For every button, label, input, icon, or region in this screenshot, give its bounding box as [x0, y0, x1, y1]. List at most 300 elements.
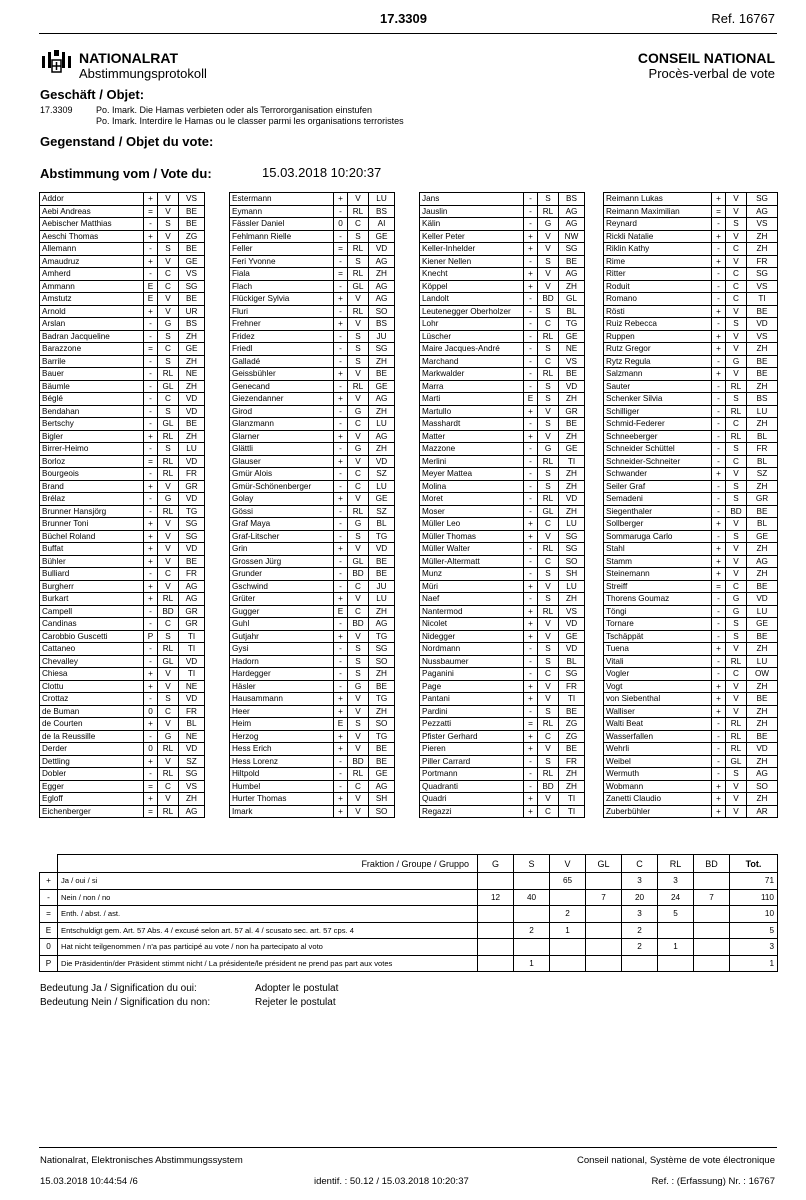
vote-row	[230, 618, 395, 631]
vote-value: -	[334, 568, 348, 581]
canton: SG	[179, 280, 205, 293]
canton: VS	[747, 280, 778, 293]
member-name: Pezzatti	[420, 718, 524, 731]
canton: ZG	[559, 730, 585, 743]
party-group: S	[726, 530, 747, 543]
vote-row	[420, 555, 585, 568]
canton: SG	[179, 518, 205, 531]
canton: NW	[559, 230, 585, 243]
member-name: Jauslin	[420, 205, 524, 218]
vote-value: +	[334, 793, 348, 806]
vote-row	[420, 693, 585, 706]
party-group: RL	[538, 718, 559, 731]
vote-value: -	[524, 293, 538, 306]
member-name: de la Reussille	[40, 730, 144, 743]
vote-value: -	[334, 505, 348, 518]
member-name: Walti Beat	[604, 718, 712, 731]
member-name: Allemann	[40, 243, 144, 256]
vote-value: -	[334, 468, 348, 481]
vote-value: -	[144, 355, 158, 368]
vote-value: -	[712, 355, 726, 368]
member-name: Borloz	[40, 455, 144, 468]
vote-value: -	[334, 343, 348, 356]
vote-value: -	[524, 505, 538, 518]
vote-row	[40, 193, 205, 206]
vote-row	[604, 205, 778, 218]
party-group: V	[348, 693, 369, 706]
member-name: Aebischer Matthias	[40, 218, 144, 231]
canton: AG	[369, 293, 395, 306]
party-group: V	[538, 693, 559, 706]
canton: VS	[747, 218, 778, 231]
results-symbol: E	[40, 922, 58, 939]
vote-value: E	[144, 280, 158, 293]
party-group: RL	[538, 493, 559, 506]
member-name: Schneider Schüttel	[604, 443, 712, 456]
results-count	[694, 906, 730, 923]
party-group: RL	[348, 268, 369, 281]
vote-row	[420, 293, 585, 306]
vote-value: -	[524, 593, 538, 606]
vote-row	[604, 293, 778, 306]
member-name: Brunner Toni	[40, 518, 144, 531]
vote-date-label: Abstimmung vom / Vote du:	[40, 166, 212, 181]
member-name: Aeschi Thomas	[40, 230, 144, 243]
results-count: 65	[550, 873, 586, 890]
vote-value: -	[144, 393, 158, 406]
results-count	[514, 906, 550, 923]
vote-row	[40, 380, 205, 393]
member-name: Semadeni	[604, 493, 712, 506]
party-group: S	[158, 330, 179, 343]
vote-row	[420, 243, 585, 256]
party-group: RL	[348, 768, 369, 781]
vote-row	[230, 580, 395, 593]
vote-value: -	[334, 555, 348, 568]
member-name: Brand	[40, 480, 144, 493]
party-group: C	[726, 243, 747, 256]
party-group: RL	[158, 805, 179, 818]
canton: ZH	[747, 680, 778, 693]
canton: ZH	[179, 380, 205, 393]
party-group: S	[348, 355, 369, 368]
results-count	[478, 955, 514, 972]
vote-row	[604, 455, 778, 468]
member-name: Ruiz Rebecca	[604, 318, 712, 331]
vote-value: +	[524, 605, 538, 618]
canton: BE	[559, 705, 585, 718]
canton: BE	[559, 743, 585, 756]
vote-row	[420, 280, 585, 293]
party-group: S	[348, 330, 369, 343]
party-group: S	[538, 380, 559, 393]
vote-row	[420, 380, 585, 393]
member-name: Glauser	[230, 455, 334, 468]
party-group: S	[158, 405, 179, 418]
canton: VD	[179, 655, 205, 668]
canton: BS	[369, 205, 395, 218]
results-count: 1	[550, 922, 586, 939]
vote-value: +	[144, 668, 158, 681]
party-group: RL	[726, 743, 747, 756]
member-name: Hess Lorenz	[230, 755, 334, 768]
vote-value: +	[712, 343, 726, 356]
member-name: Brunner Hansjörg	[40, 505, 144, 518]
vote-row	[230, 793, 395, 806]
vote-row	[40, 243, 205, 256]
vote-row	[40, 630, 205, 643]
vote-value: -	[712, 668, 726, 681]
vote-row	[604, 743, 778, 756]
party-group: V	[158, 668, 179, 681]
results-count	[514, 873, 550, 890]
party-group: C	[726, 280, 747, 293]
vote-row	[604, 680, 778, 693]
vote-row	[604, 555, 778, 568]
vote-row	[230, 368, 395, 381]
footer-rule	[39, 1147, 777, 1148]
party-group: RL	[538, 455, 559, 468]
vote-value: +	[712, 330, 726, 343]
vote-value: -	[524, 255, 538, 268]
vote-value: -	[712, 455, 726, 468]
footer-identifier: identif. : 50.12 / 15.03.2018 10:20:37	[314, 1176, 469, 1187]
member-name: Matter	[420, 430, 524, 443]
party-group: C	[158, 705, 179, 718]
canton: NE	[559, 343, 585, 356]
member-name: Rutz Gregor	[604, 343, 712, 356]
member-name: Gschwind	[230, 580, 334, 593]
party-group: C	[538, 668, 559, 681]
vote-value: -	[334, 205, 348, 218]
vote-row	[420, 518, 585, 531]
vote-row	[230, 318, 395, 331]
canton: VS	[179, 780, 205, 793]
footer-printed-at: 15.03.2018 10:44:54 /6	[40, 1176, 138, 1187]
vote-row	[40, 593, 205, 606]
member-name: Markwalder	[420, 368, 524, 381]
member-name: Portmann	[420, 768, 524, 781]
party-group: G	[726, 605, 747, 618]
member-name: Amherd	[40, 268, 144, 281]
member-name: Müller-Altermatt	[420, 555, 524, 568]
member-name: Fluri	[230, 305, 334, 318]
member-name: Weibel	[604, 755, 712, 768]
member-name: de Courten	[40, 718, 144, 731]
member-name: Dobler	[40, 768, 144, 781]
member-name: Landolt	[420, 293, 524, 306]
canton: VS	[179, 193, 205, 206]
canton: BL	[747, 455, 778, 468]
canton: GE	[369, 380, 395, 393]
canton: TG	[369, 630, 395, 643]
vote-row	[40, 430, 205, 443]
party-group: RL	[726, 718, 747, 731]
canton: ZH	[369, 443, 395, 456]
group-header: G	[478, 855, 514, 873]
canton: BE	[369, 368, 395, 381]
party-group: V	[158, 580, 179, 593]
party-group: RL	[158, 455, 179, 468]
vote-value: +	[524, 793, 538, 806]
member-name: Gmür Alois	[230, 468, 334, 481]
vote-row	[230, 405, 395, 418]
canton: BL	[747, 430, 778, 443]
canton: BE	[369, 568, 395, 581]
party-group: S	[348, 668, 369, 681]
party-group: V	[348, 430, 369, 443]
canton: ZH	[747, 480, 778, 493]
canton: GE	[747, 618, 778, 631]
vote-row	[40, 693, 205, 706]
vote-value: -	[712, 480, 726, 493]
vote-value: -	[334, 443, 348, 456]
member-name: Paganini	[420, 668, 524, 681]
member-name: Kiener Nellen	[420, 255, 524, 268]
party-group: GL	[348, 280, 369, 293]
vote-row	[420, 755, 585, 768]
party-group: V	[538, 618, 559, 631]
party-group: RL	[158, 768, 179, 781]
vote-value: +	[712, 643, 726, 656]
vote-value: -	[524, 643, 538, 656]
party-group: RL	[538, 605, 559, 618]
party-group: G	[348, 518, 369, 531]
vote-row	[40, 505, 205, 518]
member-name: Burgherr	[40, 580, 144, 593]
vote-row	[230, 755, 395, 768]
party-group: S	[348, 255, 369, 268]
party-group: C	[348, 418, 369, 431]
canton: FR	[179, 705, 205, 718]
vote-value: +	[144, 593, 158, 606]
vote-row	[40, 268, 205, 281]
vote-row	[604, 530, 778, 543]
member-name: Hardegger	[230, 668, 334, 681]
party-group: C	[726, 668, 747, 681]
canton: BE	[369, 755, 395, 768]
member-name: Reimann Lukas	[604, 193, 712, 206]
vote-row	[40, 480, 205, 493]
canton: BE	[559, 418, 585, 431]
vote-value: -	[334, 618, 348, 631]
vote-row	[604, 668, 778, 681]
vote-value: -	[144, 418, 158, 431]
party-group: C	[158, 280, 179, 293]
vote-row	[420, 780, 585, 793]
party-group: C	[348, 218, 369, 231]
vote-value: -	[712, 418, 726, 431]
vote-value: +	[334, 430, 348, 443]
vote-row	[604, 430, 778, 443]
vote-row	[230, 630, 395, 643]
member-name: Arslan	[40, 318, 144, 331]
party-group: V	[348, 368, 369, 381]
vote-row	[604, 318, 778, 331]
canton: ZH	[369, 355, 395, 368]
footer-system-de: Nationalrat, Elektronisches Abstimmungssystem	[40, 1155, 243, 1166]
member-name: Masshardt	[420, 418, 524, 431]
vote-value: +	[712, 780, 726, 793]
member-name: Zanetti Claudio	[604, 793, 712, 806]
vote-value: -	[712, 755, 726, 768]
canton: FR	[179, 568, 205, 581]
member-name: Schilliger	[604, 405, 712, 418]
vote-value: +	[144, 530, 158, 543]
vote-row	[230, 443, 395, 456]
party-group: V	[726, 205, 747, 218]
party-group: C	[158, 780, 179, 793]
member-name: Lüscher	[420, 330, 524, 343]
party-group: V	[158, 793, 179, 806]
group-header: S	[514, 855, 550, 873]
vote-value: -	[144, 218, 158, 231]
party-group: C	[348, 468, 369, 481]
member-name: Sollberger	[604, 518, 712, 531]
canton: ZH	[369, 405, 395, 418]
canton: VS	[559, 605, 585, 618]
party-group: V	[726, 705, 747, 718]
party-group: V	[348, 730, 369, 743]
canton: BE	[747, 355, 778, 368]
canton: NE	[179, 730, 205, 743]
vote-value: +	[712, 568, 726, 581]
vote-row	[604, 330, 778, 343]
vote-row	[230, 493, 395, 506]
canton: JU	[369, 580, 395, 593]
party-group: S	[158, 218, 179, 231]
party-group: V	[158, 480, 179, 493]
party-group: BD	[726, 505, 747, 518]
canton: GE	[179, 343, 205, 356]
party-group: V	[726, 693, 747, 706]
party-group: S	[538, 593, 559, 606]
results-count: 2	[514, 922, 550, 939]
vote-row	[420, 418, 585, 431]
member-name: Egger	[40, 780, 144, 793]
canton: SZ	[747, 468, 778, 481]
vote-row	[604, 505, 778, 518]
canton: TI	[179, 643, 205, 656]
member-name: Müller Thomas	[420, 530, 524, 543]
vote-value: E	[144, 293, 158, 306]
results-table	[39, 854, 778, 972]
party-group: BD	[348, 618, 369, 631]
meaning-no-label: Bedeutung Nein / Signification du non:	[40, 997, 211, 1008]
canton: VS	[747, 330, 778, 343]
canton: BE	[369, 555, 395, 568]
vote-value: -	[712, 380, 726, 393]
vote-row	[40, 280, 205, 293]
group-header: Tot.	[730, 855, 778, 873]
vote-row	[420, 743, 585, 756]
member-name: Genecand	[230, 380, 334, 393]
canton: SG	[369, 343, 395, 356]
member-name: Hadorn	[230, 655, 334, 668]
member-name: Hess Erich	[230, 743, 334, 756]
party-group: S	[726, 443, 747, 456]
meaning-yes-value: Adopter le postulat	[255, 983, 339, 994]
vote-row	[40, 768, 205, 781]
canton: SO	[559, 555, 585, 568]
party-group: RL	[158, 505, 179, 518]
member-name: Frehner	[230, 318, 334, 331]
member-name: Giezendanner	[230, 393, 334, 406]
vote-row	[604, 730, 778, 743]
canton: GE	[559, 330, 585, 343]
vote-value: -	[712, 243, 726, 256]
party-group: C	[348, 480, 369, 493]
canton: GL	[559, 293, 585, 306]
vote-value: -	[144, 505, 158, 518]
member-name: Eymann	[230, 205, 334, 218]
vote-value: -	[334, 305, 348, 318]
vote-row	[40, 668, 205, 681]
party-group: C	[538, 518, 559, 531]
canton: AI	[369, 218, 395, 231]
vote-row	[604, 268, 778, 281]
vote-row	[230, 680, 395, 693]
party-group: S	[726, 618, 747, 631]
party-group: G	[726, 593, 747, 606]
vote-row	[230, 743, 395, 756]
results-count: 1	[514, 955, 550, 972]
canton: NE	[179, 680, 205, 693]
party-group: RL	[158, 368, 179, 381]
party-group: RL	[348, 505, 369, 518]
member-name: Eichenberger	[40, 805, 144, 818]
parliament-logo-icon	[40, 48, 74, 78]
member-name: Vitali	[604, 655, 712, 668]
vote-value: -	[712, 768, 726, 781]
vote-row	[604, 518, 778, 531]
member-name: Regazzi	[420, 805, 524, 818]
member-name: Addor	[40, 193, 144, 206]
canton: TG	[369, 530, 395, 543]
results-count	[622, 955, 658, 972]
results-count: 40	[514, 889, 550, 906]
party-group: RL	[726, 655, 747, 668]
results-count: 110	[730, 889, 778, 906]
party-group: G	[348, 443, 369, 456]
party-group: S	[348, 655, 369, 668]
vote-value: +	[144, 680, 158, 693]
vote-value: -	[144, 243, 158, 256]
canton: ZH	[747, 543, 778, 556]
party-group: C	[348, 605, 369, 618]
vote-value: +	[144, 718, 158, 731]
canton: ZH	[179, 793, 205, 806]
party-group: G	[158, 493, 179, 506]
member-name: Marra	[420, 380, 524, 393]
vote-value: -	[524, 193, 538, 206]
vote-row	[40, 518, 205, 531]
vote-row	[40, 455, 205, 468]
party-group: V	[538, 793, 559, 806]
vote-value: +	[334, 493, 348, 506]
party-group: V	[158, 305, 179, 318]
vote-row	[40, 730, 205, 743]
vote-value: -	[712, 618, 726, 631]
vote-row	[40, 655, 205, 668]
canton: ZH	[559, 430, 585, 443]
member-name: Vogler	[604, 668, 712, 681]
vote-value: -	[712, 443, 726, 456]
canton: BL	[179, 718, 205, 731]
vote-row	[230, 280, 395, 293]
vote-value: +	[524, 618, 538, 631]
vote-column-4	[603, 192, 778, 818]
